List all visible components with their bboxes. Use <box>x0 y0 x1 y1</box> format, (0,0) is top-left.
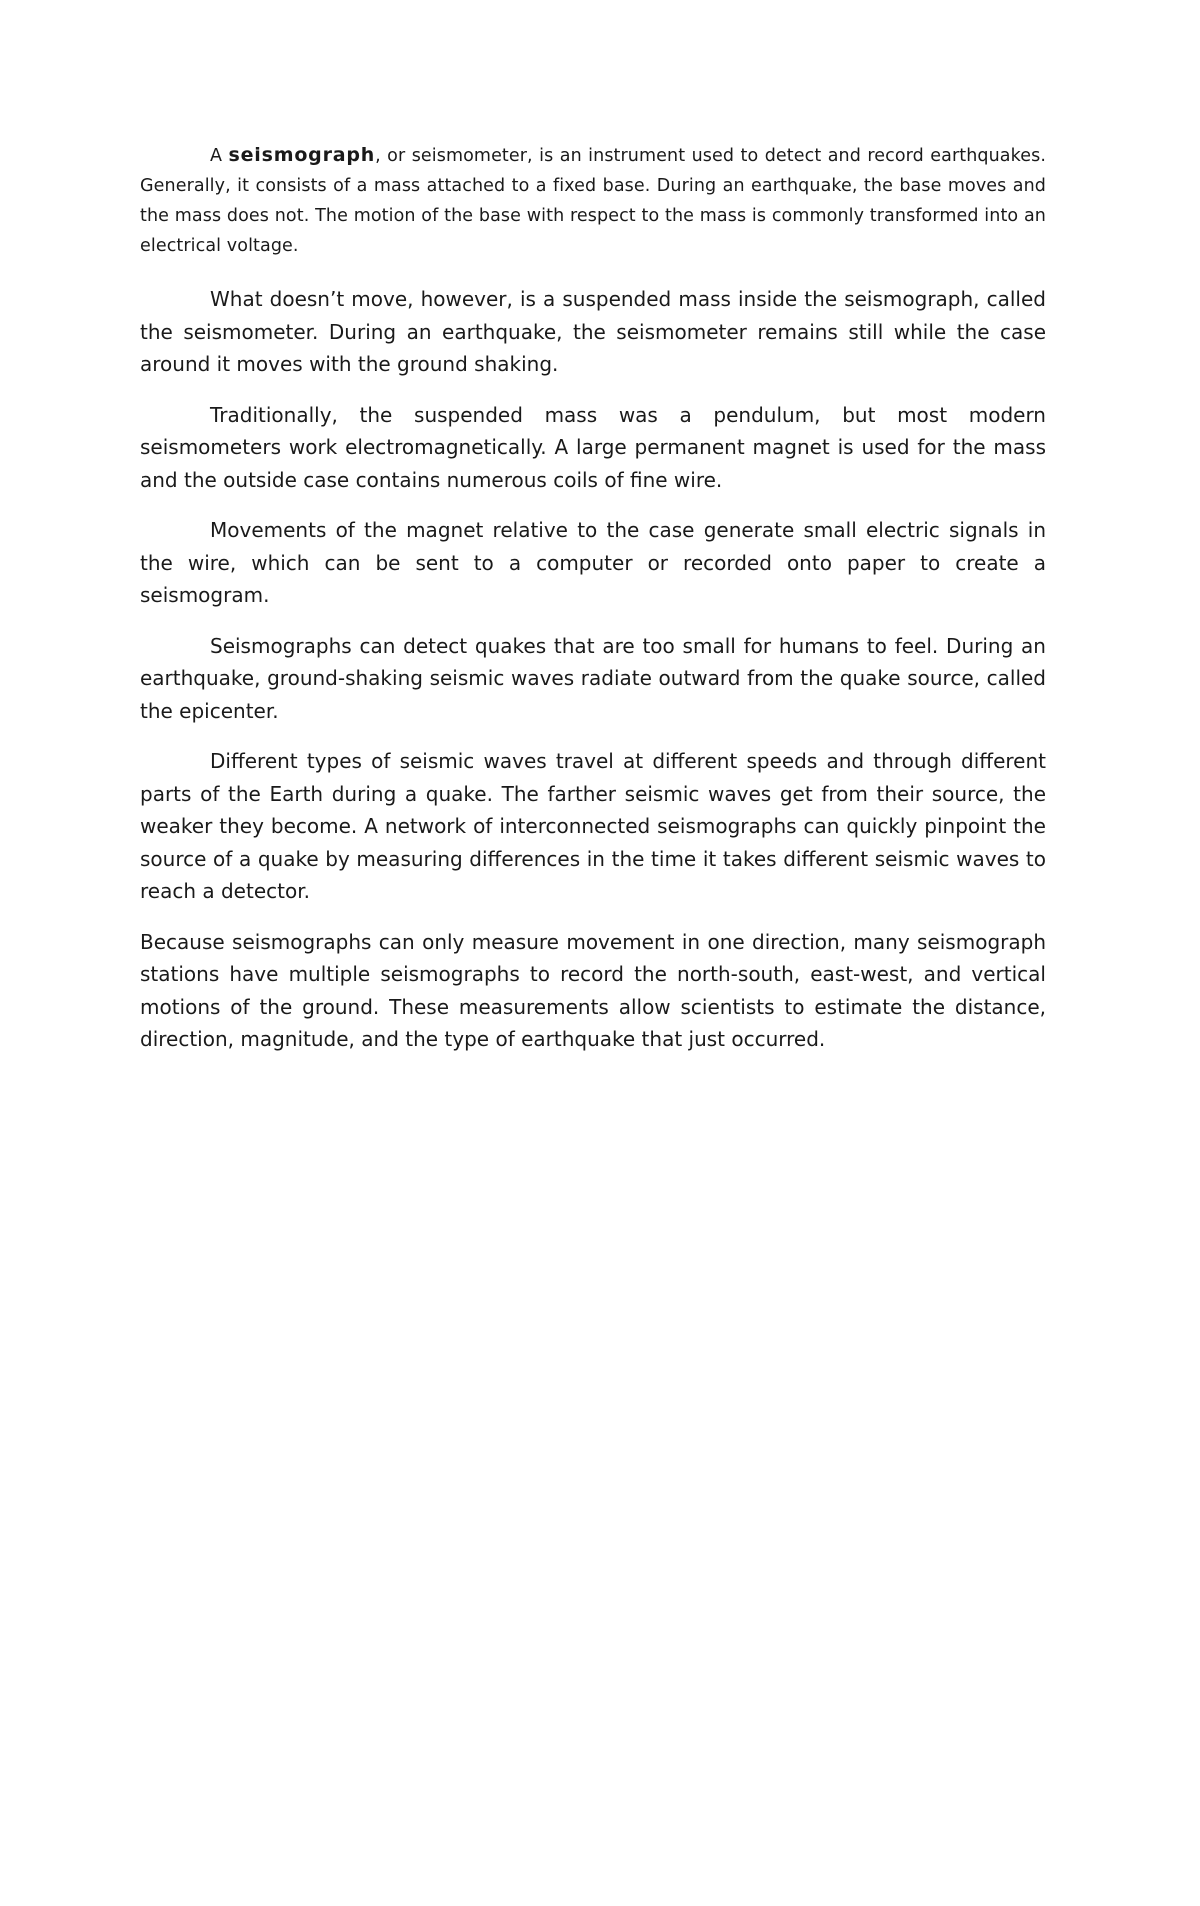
paragraph-4: Movements of the magnet relative to the case generate small electric signals in the wire, which can be sent to a computer or recorded onto paper to create a seismogram. <box>140 518 1046 607</box>
paragraph-3: Traditionally, the suspended mass was a pendulum, but most modern seismometers work electromagnetically. A large permanent magnet is used for the mass and the outside case contains numerous coils of fine wire. <box>140 402 1046 492</box>
paragraph-6: Different types of seismic waves travel at different speeds and through different parts of the Earth during a quake. The farther seismic waves get from their source, the weaker they become. A network of interconnected seismographs can quickly pinpoint the source of a quake by measuring differences in the time it takes different seismic waves to reach a detector. <box>140 749 1046 903</box>
document-body <box>140 140 1046 1074</box>
paragraph-2: What doesn’t move, however, is a suspended mass inside the seismograph, called the seismometer. During an earthquake, the seismometer remains still while the case around it moves with the ground shaking. <box>140 287 1046 376</box>
bold-term-seismograph: seismograph <box>228 144 376 166</box>
paragraph-7: Because seismographs can only measure movement in one direction, many seismograph stations have multiple seismographs to record the north-south, east-west, and vertical motions of the ground. These measurements allow scientists to estimate the distance, direction, magnitude, and the type of earthquake that just occurred. <box>140 929 1046 1051</box>
paragraph-1-rest: , or seismometer, is an instrument used to detect and record earthquakes. Generally, it consists of a mass attached to a fixed base. During an earthquake, the base moves and the mass does not. The motion of the base with respect to the mass is commonly transformed into an electrical voltage. <box>140 146 1046 256</box>
paragraph-5: Seismographs can detect quakes that are too small for humans to feel. During an earthquake, ground-shaking seismic waves radiate outward from the quake source, called the epicenter. <box>140 633 1046 723</box>
paragraph-1 <box>140 140 1046 261</box>
paragraph-1-lead: A <box>210 146 229 166</box>
